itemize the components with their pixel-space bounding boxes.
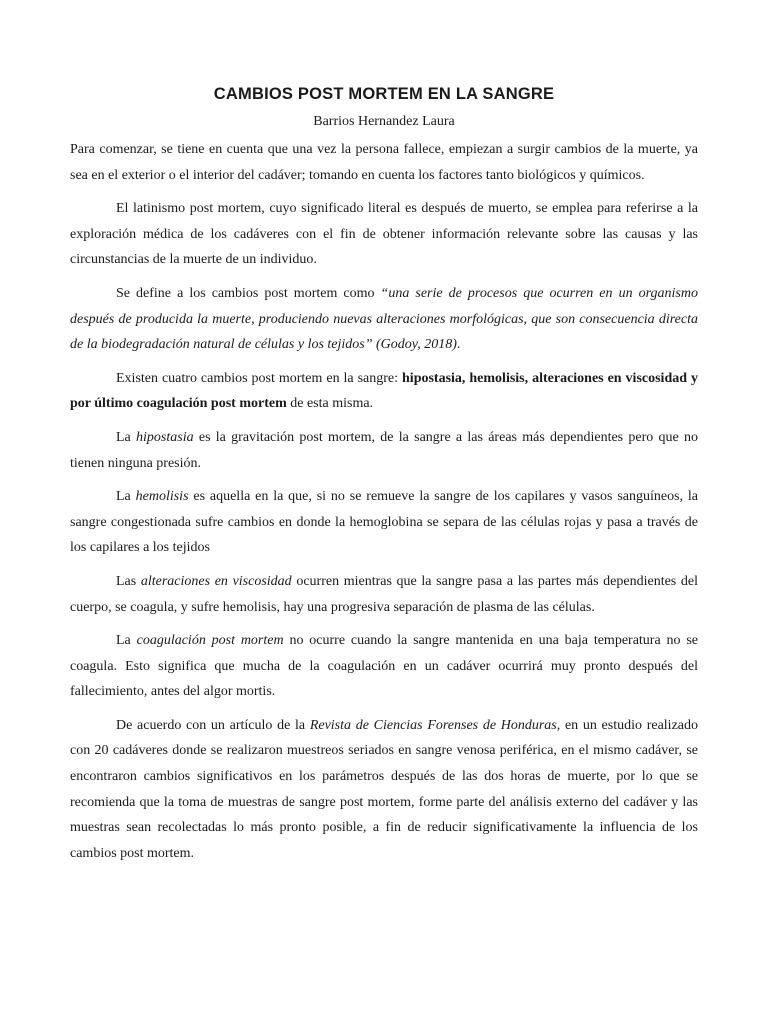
coagulacion-text: no ocurre cuando la sangre mantenida en una baja temperatura no se coagula. Esto significa que mucha de la coagulación en un cadáver ocurrirá muy pronto después del fallecimiento, antes del algor mortis. [70, 633, 699, 700]
paragraph-coagulacion [70, 628, 698, 705]
paragraph-definition [70, 281, 698, 358]
definition-lead: Se define a los cambios post mortem como [116, 285, 381, 301]
coagulacion-term: coagulación post mortem [136, 633, 284, 649]
document-title: CAMBIOS POST MORTEM EN LA SANGRE [213, 85, 555, 103]
hemolisis-term: hemolisis [135, 489, 189, 505]
study-journal: Revista de Ciencias Forenses de Honduras [309, 717, 557, 733]
viscosidad-term: alteraciones en viscosidad [140, 573, 292, 589]
coagulacion-lead: La [116, 633, 137, 649]
four-changes-list: hipostasia, hemolisis, alteraciones en viscosidad y por último coagulación post mortem [70, 370, 698, 412]
study-lead: De acuerdo con un artículo de la [116, 717, 310, 733]
definition-quote: “una serie de procesos que ocurren en un organismo después de producida la muerte, produciendo nuevas alteraciones morfológicas, que son consecuencia directa de la biodegradación natural de células y los tejidos” (Godoy, 2018) [70, 285, 698, 353]
hemolisis-lead: La [116, 489, 136, 505]
paragraph-viscosidad [70, 569, 698, 620]
four-changes-end: de esta misma. [286, 396, 374, 412]
hipostasia-text: es la gravitación post mortem, de la sangre a las áreas más dependientes pero que no tienen ninguna presión. [70, 429, 699, 471]
paragraph-hemolisis [70, 484, 698, 561]
paragraph-hipostasia [70, 425, 698, 476]
hipostasia-term: hipostasia [136, 429, 194, 445]
paragraph-intro: Para comenzar, se tiene en cuenta que una vez la persona fallece, empiezan a surgir cambios de la muerte, ya sea en el exterior o el interior del cadáver; tomando en cuenta los factores tanto biológicos y químicos. [70, 142, 698, 183]
hemolisis-text: es aquella en la que, si no se remueve la sangre de los capilares y vasos sanguíneos, la sangre congestionada sufre cambios en donde la hemoglobina se separa de las células rojas y pasa a través de los capilares a los tejidos [70, 489, 698, 556]
paragraph-study [70, 713, 698, 867]
paragraph-latinism: El latinismo post mortem, cuyo significado literal es después de muerto, se emplea para referirse a la exploración médica de los cadáveres con el fin de obtener información relevante sobre las causas y las circunstancias de la muerte de un individuo. [70, 201, 698, 268]
four-changes-lead: Existen cuatro cambios post mortem en la sangre: [116, 370, 403, 386]
study-text: , en un estudio realizado con 20 cadáveres donde se realizaron muestreos seriados en sangre venosa periférica, en el mismo cadáver, se encontraron cambios significativos en los parámetros después de las dos horas de muerte, por lo que se recomienda que la toma de muestras de sangre post mortem, forme parte del análisis externo del cadáver y las muestras sean recolectadas lo más pronto posible, a fin de reducir significativamente la influencia de los cambios post mortem. [70, 717, 698, 861]
viscosidad-text: ocurren mientras que la sangre pasa a las partes más dependientes del cuerpo, se coagula, y sufre hemolisis, hay una progresiva separación de plasma de las células. [70, 573, 698, 615]
hipostasia-lead: La [116, 429, 137, 445]
viscosidad-lead: Las [116, 573, 141, 589]
author-name: Barrios Hernandez Laura [313, 114, 455, 129]
definition-end: . [456, 337, 461, 353]
paragraph-four-changes [70, 366, 698, 417]
